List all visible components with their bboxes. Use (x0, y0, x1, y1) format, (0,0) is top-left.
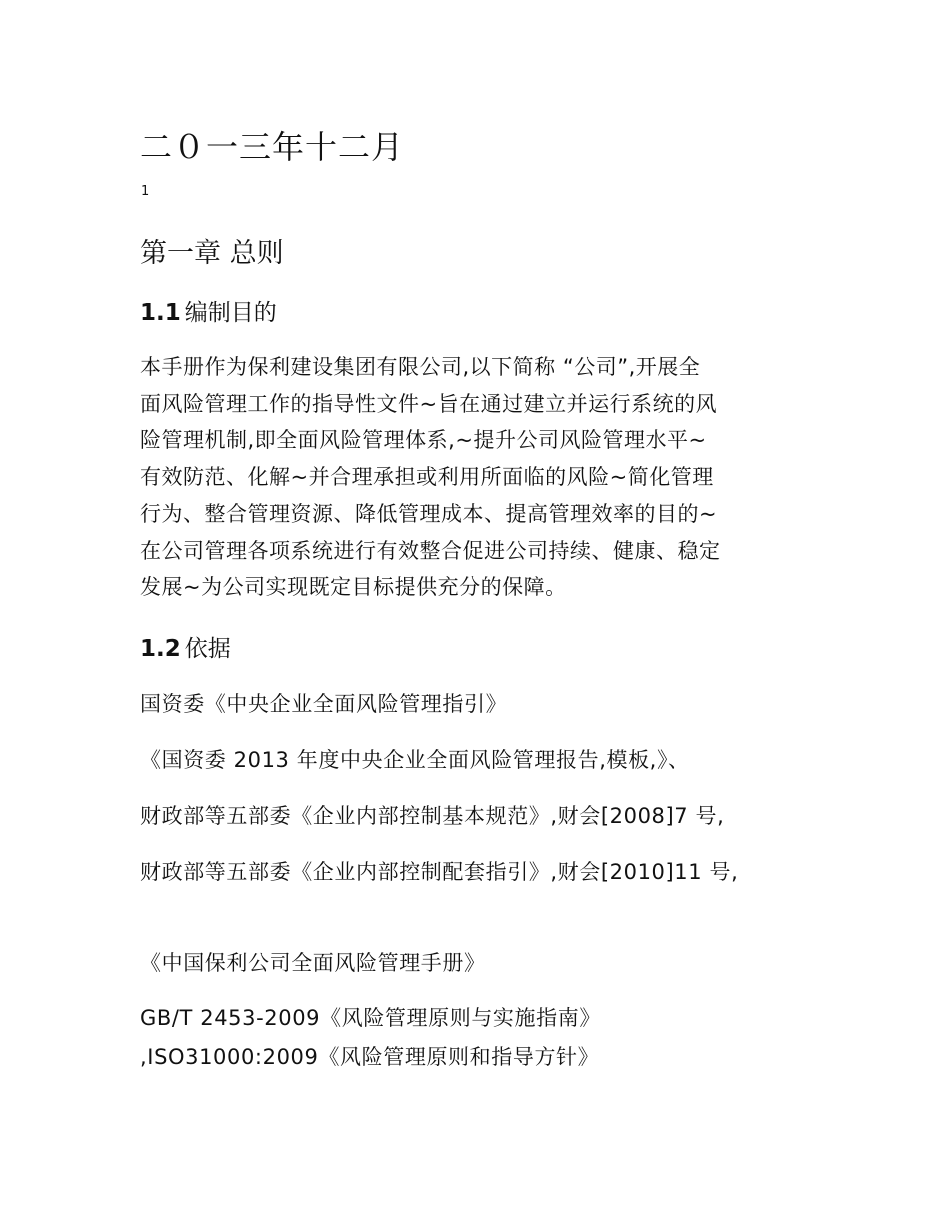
paragraph-line: 行为、整合管理资源、降低管理成本、提高管理效率的目的~ (140, 501, 718, 526)
paragraph-line: 在公司管理各项系统进行有效整合促进公司持续、健康、稳定 (140, 538, 721, 563)
paragraph-line: 面风险管理工作的指导性文件~旨在通过建立并运行系统的风 (140, 391, 718, 416)
section-title: 编制目的 (184, 300, 277, 326)
reference-item: ,ISO31000:2009《风险管理原则和指导方针》 (140, 1045, 600, 1069)
paragraph-line: 有效防范、化解~并合理承担或利用所面临的风险~简化管理 (140, 465, 714, 490)
section-heading-1-2 (140, 630, 231, 663)
reference-item: GB/T 2453-2009《风险管理原则与实施指南》 (140, 1006, 601, 1030)
purpose-paragraph (140, 349, 820, 606)
section-heading-1-1 (140, 294, 277, 327)
section-number: 1.1 (140, 300, 181, 326)
reference-item: 财政部等五部委《企业内部控制配套指引》,财会[2010]11 号, (140, 860, 739, 884)
page-number: 1 (141, 184, 150, 199)
reference-item: 《国资委 2013 年度中央企业全面风险管理报告,模板,》、 (140, 748, 690, 772)
section-title: 依据 (184, 636, 231, 662)
paragraph-line: 本手册作为保利建设集团有限公司,以下简称 “公司”,开展全 (140, 355, 701, 379)
date-heading: 二０一三年十二月 (140, 128, 405, 166)
section-number: 1.2 (140, 636, 181, 662)
chapter-title: 第一章 总则 (140, 238, 284, 269)
reference-item: 财政部等五部委《企业内部控制基本规范》,财会[2008]7 号, (140, 804, 725, 828)
reference-item: 《中国保利公司全面风险管理手册》 (140, 951, 486, 975)
paragraph-line: 发展~为公司实现既定目标提供充分的保障。 (140, 575, 567, 600)
paragraph-line: 险管理机制,即全面风险管理体系,~提升公司风险管理水平~ (140, 428, 707, 453)
reference-item: 国资委《中央企业全面风险管理指引》 (140, 692, 508, 716)
